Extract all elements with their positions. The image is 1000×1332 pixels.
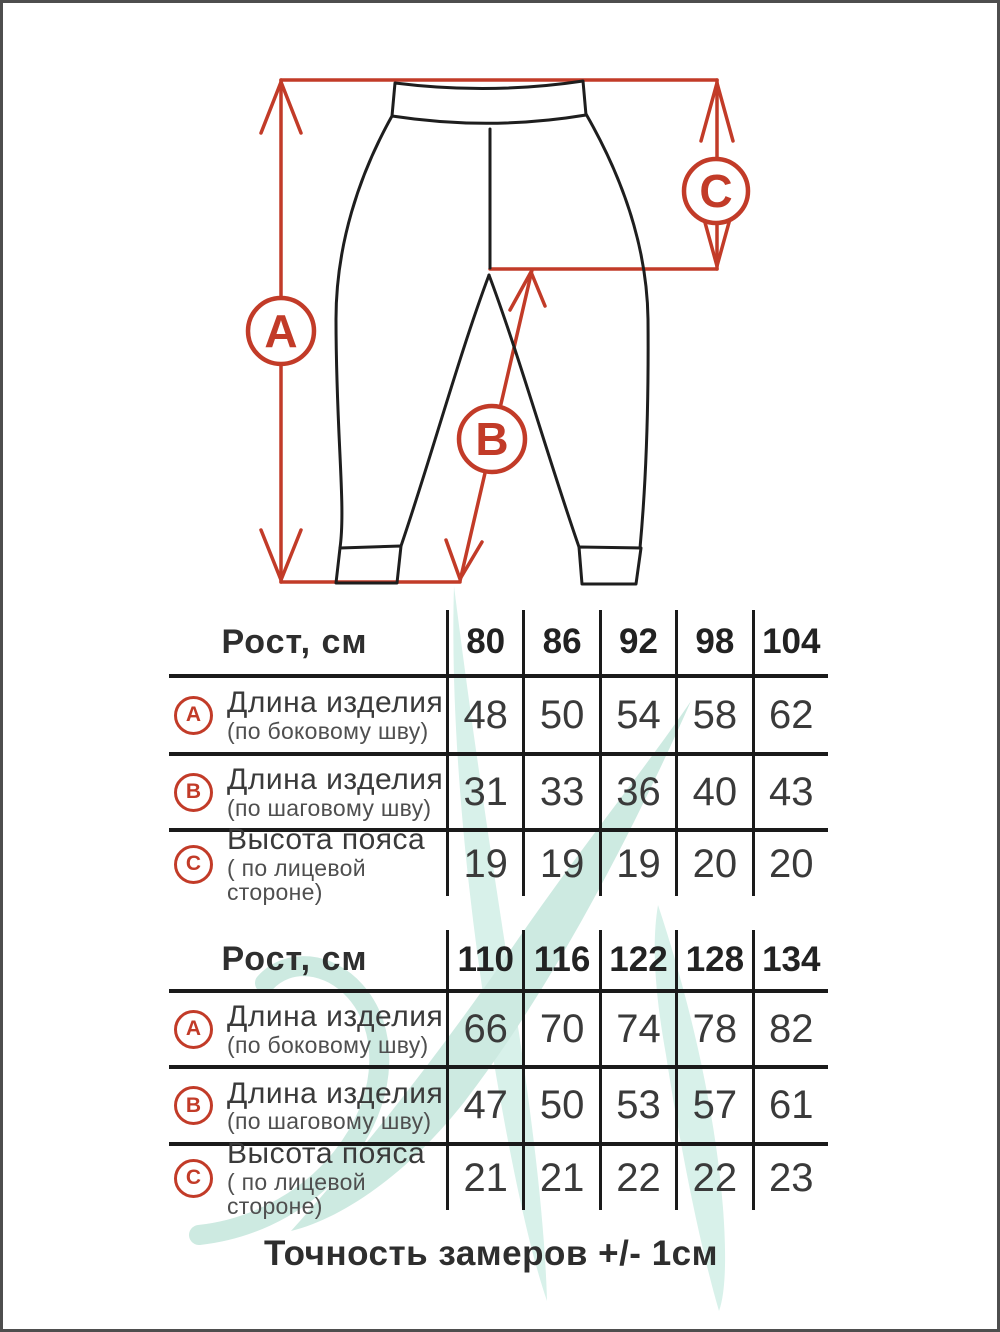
- accuracy-note: Точность замеров +/- 1см: [263, 1234, 719, 1273]
- table2-c-134: 23: [752, 1146, 828, 1210]
- waistband: [392, 81, 586, 123]
- table2-size-col-116: 116: [522, 930, 598, 993]
- table1-c-86: 19: [522, 832, 598, 896]
- table1-b-104: 43: [752, 756, 828, 832]
- table1-a-104: 62: [752, 678, 828, 756]
- row-a-label-sub: (по боковому шву): [227, 717, 429, 744]
- table1-b-80: 31: [446, 756, 522, 832]
- table2-c-128: 22: [675, 1146, 751, 1210]
- row-c-label-sub: ( по лицевой стороне): [227, 854, 366, 905]
- row-c-label-main: Высота пояса: [227, 1137, 426, 1171]
- table2-c-122: 22: [599, 1146, 675, 1210]
- table2-b-116: 50: [522, 1069, 598, 1146]
- table1-c-98: 20: [675, 832, 751, 896]
- table2-header-label: Рост, см: [169, 930, 446, 993]
- table1-a-80: 48: [446, 678, 522, 756]
- table1-a-98: 58: [675, 678, 751, 756]
- table2-a-116: 70: [522, 993, 598, 1069]
- table1-row-c-label: [169, 823, 446, 905]
- table1-size-col-86: 86: [522, 610, 598, 678]
- table2-b-128: 57: [675, 1069, 751, 1146]
- row-a-label-main: Длина изделия: [227, 1000, 444, 1034]
- table1-c-92: 19: [599, 832, 675, 896]
- table1-a-86: 50: [522, 678, 598, 756]
- table2-b-122: 53: [599, 1069, 675, 1146]
- row-c-label-sub: ( по лицевой стороне): [227, 1168, 366, 1219]
- size-table-80-104: [169, 610, 828, 905]
- row-a-label-main: Длина изделия: [227, 686, 444, 720]
- marker-b-badge: B: [174, 1086, 213, 1125]
- table2-row-a-label: [169, 993, 446, 1069]
- table1-c-104: 20: [752, 832, 828, 896]
- marker-letter-c: C: [699, 165, 733, 217]
- table2-c-110: 21: [446, 1146, 522, 1210]
- table1-row-a-label: [169, 678, 446, 756]
- table2-a-110: 66: [446, 993, 522, 1069]
- table2-a-134: 82: [752, 993, 828, 1069]
- table1-c-80: 19: [446, 832, 522, 896]
- measure-markers: [248, 159, 748, 472]
- marker-letter-b: B: [475, 413, 509, 465]
- marker-a-badge: A: [174, 1010, 213, 1049]
- row-c-label-main: Высота пояса: [227, 823, 426, 857]
- table2-size-col-110: 110: [446, 930, 522, 993]
- marker-letter-a: A: [264, 305, 298, 357]
- marker-a-badge: A: [174, 696, 213, 735]
- table1-size-col-104: 104: [752, 610, 828, 678]
- pants-diagram: [3, 3, 1000, 603]
- table2-size-col-134: 134: [752, 930, 828, 993]
- marker-b-badge: B: [174, 773, 213, 812]
- pants-outline: [336, 81, 648, 584]
- table2-b-134: 61: [752, 1069, 828, 1146]
- row-b-label-main: Длина изделия: [227, 1076, 444, 1110]
- left-cuff: [336, 546, 401, 583]
- marker-c-badge: C: [174, 1159, 213, 1198]
- table2-row-b-label: [169, 1069, 446, 1146]
- table2-a-128: 78: [675, 993, 751, 1069]
- row-b-label-main: Длина изделия: [227, 763, 444, 797]
- table2-a-122: 74: [599, 993, 675, 1069]
- row-b-label-sub: (по шаговому шву): [227, 794, 432, 821]
- table1-size-col-98: 98: [675, 610, 751, 678]
- table2-b-110: 47: [446, 1069, 522, 1146]
- table1-a-92: 54: [599, 678, 675, 756]
- row-a-label-sub: (по боковому шву): [227, 1031, 429, 1058]
- table2-size-col-122: 122: [599, 930, 675, 993]
- table1-b-86: 33: [522, 756, 598, 832]
- right-cuff: [579, 547, 641, 584]
- left-outseam: [336, 116, 392, 548]
- table2-row-c-label: [169, 1137, 446, 1219]
- table1-row-b-label: [169, 756, 446, 832]
- table1-size-col-80: 80: [446, 610, 522, 678]
- table2-size-col-128: 128: [675, 930, 751, 993]
- row-b-label-sub: (по шаговому шву): [227, 1108, 432, 1135]
- table1-b-92: 36: [599, 756, 675, 832]
- table1-b-98: 40: [675, 756, 751, 832]
- size-table-110-134: [169, 930, 828, 1219]
- table1-header-label: Рост, см: [169, 610, 446, 678]
- dimension-lines: [261, 80, 733, 582]
- right-outseam: [586, 114, 648, 548]
- table1-size-col-92: 92: [599, 610, 675, 678]
- table2-c-116: 21: [522, 1146, 598, 1210]
- marker-c-badge: C: [174, 845, 213, 884]
